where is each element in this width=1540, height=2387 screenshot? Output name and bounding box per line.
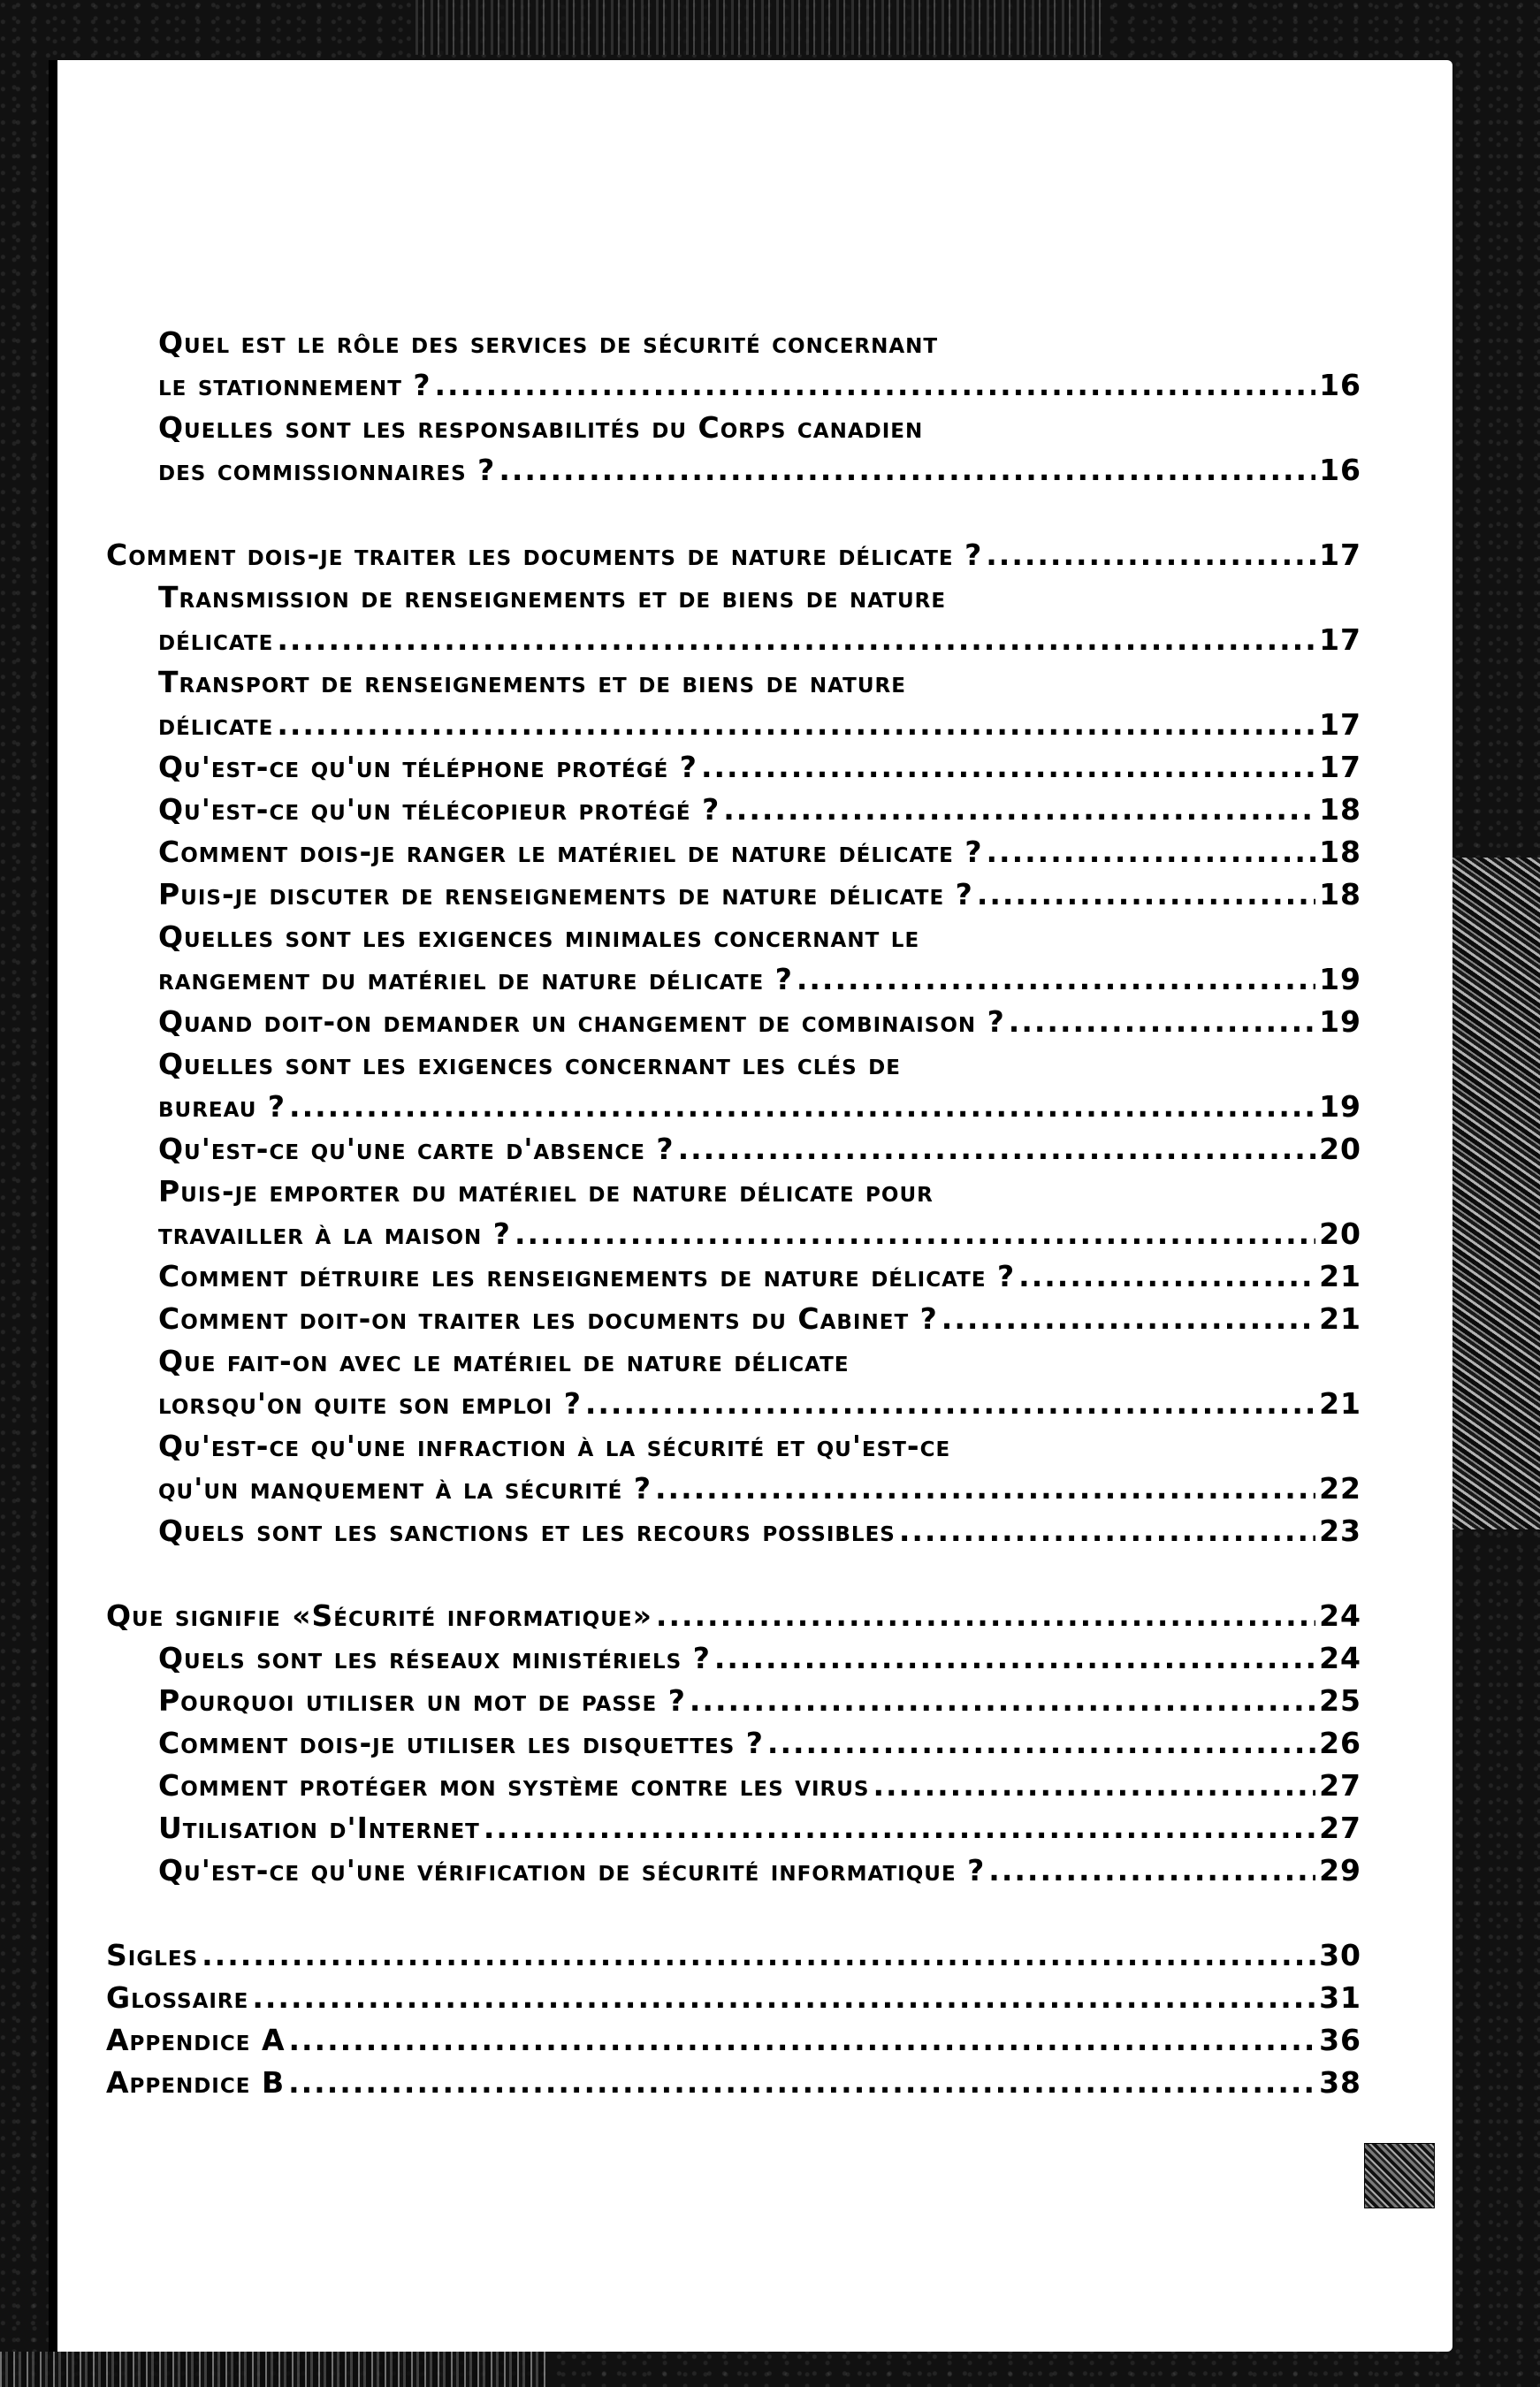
dot-leader [723,789,1315,824]
dot-leader [202,1934,1315,1970]
toc-page-number: 17 [1319,538,1361,572]
dot-leader [678,1128,1316,1163]
toc-subsection-entry[interactable] [158,449,1361,492]
toc-subsection-entry[interactable] [158,1213,1361,1255]
toc-entry-label: Qu'est-ce qu'une vérification de sécurité informatique ? [158,1853,986,1887]
toc-page-number: 16 [1319,368,1361,402]
toc-page-number: 31 [1319,1980,1361,2015]
toc-page-number: 17 [1319,707,1361,742]
dot-leader [656,1595,1315,1630]
toc-entry-label: lorsqu'on quite son emploi ? [158,1386,582,1421]
toc-entry-text-line: Transmission de renseignements et de biens de nature [158,580,947,614]
toc-entry-text-line: Puis-je emporter du matériel de nature délicate pour [158,1174,934,1209]
dot-leader [288,2019,1315,2055]
toc-entry-label: Comment doit-on traiter les documents du Cabinet ? [158,1301,938,1336]
toc-page-number: 17 [1319,622,1361,657]
toc-page-number: 20 [1319,1132,1361,1166]
toc-entry-label: Comment dois-je ranger le matériel de nature délicate ? [158,835,983,869]
toc-subsection-entry[interactable] [158,873,1361,916]
document-page [49,60,1452,2352]
dot-leader [435,364,1316,400]
dot-leader [942,1298,1315,1333]
toc-entry-text-line: Quel est le rôle des services de sécurité concernant [158,325,939,360]
toc-section-entry[interactable] [106,1934,1361,1977]
toc-entry-label: Comment protéger mon système contre les virus [158,1768,870,1803]
dot-leader [277,619,1315,654]
toc-entry-text-line: Quelles sont les exigences minimales concernant le [158,919,920,954]
dot-leader [484,1807,1315,1842]
toc-subsection-entry[interactable] [158,1298,1361,1340]
dot-leader [515,1213,1315,1248]
toc-page-number: 21 [1319,1386,1361,1421]
dot-leader [873,1765,1315,1800]
toc-subsection-entry[interactable] [158,1765,1361,1807]
toc-entry-label: Comment dois-je utiliser les disquettes ? [158,1726,764,1760]
toc-page-number: 24 [1319,1641,1361,1675]
toc-subsection-entry[interactable] [158,1255,1361,1298]
toc-entry-label: qu'un manquement à la sécurité ? [158,1471,652,1506]
toc-subsection-entry[interactable] [158,704,1361,746]
dot-leader [1009,1001,1315,1036]
dot-leader [899,1510,1315,1545]
toc-page-number: 23 [1319,1514,1361,1548]
dot-leader [986,534,1315,569]
toc-subsection-entry[interactable] [158,1722,1361,1765]
toc-page-number: 19 [1319,1089,1361,1124]
toc-subsection-entry[interactable] [158,1680,1361,1722]
toc-entry-label: délicate [158,707,274,742]
toc-subsection-entry[interactable] [158,746,1361,789]
dot-leader [767,1722,1315,1758]
toc-entry-text-line: Que fait-on avec le matériel de nature délicate [158,1344,850,1378]
toc-subsection-entry[interactable] [158,958,1361,1001]
toc-page-number: 19 [1319,962,1361,996]
toc-entry-label: Comment dois-je traiter les documents de nature délicate ? [106,538,983,572]
toc-subsection-entry[interactable] [158,364,1361,407]
dot-leader [585,1383,1315,1418]
toc-subsection-entry[interactable] [158,1807,1361,1849]
dot-leader [277,704,1315,739]
toc-subsection-entry[interactable] [158,1849,1361,1892]
toc-entry-text-line: Transport de renseignements et de biens de nature [158,665,906,699]
toc-page-number: 18 [1319,835,1361,869]
toc-entry-label: le stationnement ? [158,368,431,402]
toc-page-number: 24 [1319,1598,1361,1633]
toc-entry-label: Utilisation d'Internet [158,1811,480,1845]
toc-entry-label: Qu'est-ce qu'un téléphone protégé ? [158,750,698,784]
toc-page-number: 18 [1319,877,1361,911]
page-thumb-tab [1364,2143,1435,2208]
toc-page-number: 21 [1319,1259,1361,1293]
toc-section-entry[interactable] [106,2019,1361,2062]
toc-entry-label: Quels sont les sanctions et les recours possibles [158,1514,896,1548]
toc-subsection-entry[interactable] [158,831,1361,873]
dot-leader [252,1977,1315,2012]
toc-section-entry[interactable] [106,1595,1361,1637]
toc-section-entry[interactable] [106,2062,1361,2104]
scan-edge-right [1450,858,1540,1529]
dot-leader [499,449,1315,484]
toc-subsection-entry[interactable] [158,1128,1361,1171]
toc-entry-label: des commissionnaires ? [158,453,496,487]
toc-entry-label: Quels sont les réseaux ministériels ? [158,1641,711,1675]
toc-subsection-entry[interactable] [158,1086,1361,1128]
toc-entry-label: Puis-je discuter de renseignements de nature délicate ? [158,877,973,911]
toc-entry-label: Sigles [106,1938,199,1972]
dot-leader [655,1468,1315,1503]
toc-page-number: 25 [1319,1683,1361,1718]
toc-entry-label: Qu'est-ce qu'un télécopieur protégé ? [158,792,720,827]
toc-subsection-entry[interactable] [158,1468,1361,1510]
toc-page-number: 38 [1319,2065,1361,2100]
toc-page-number: 30 [1319,1938,1361,1972]
toc-page-number: 21 [1319,1301,1361,1336]
toc-page-number: 20 [1319,1216,1361,1251]
dot-leader [690,1680,1315,1715]
dot-leader [701,746,1315,782]
toc-entry-label: rangement du matériel de nature délicate ? [158,962,793,996]
toc-subsection-entry[interactable] [158,789,1361,831]
dot-leader [797,958,1315,994]
toc-entry-label: Appendice A [106,2023,286,2057]
toc-entry-label: Comment détruire les renseignements de nature délicate ? [158,1259,1016,1293]
dot-leader [987,831,1316,866]
toc-entry-label: Pourquoi utiliser un mot de passe ? [158,1683,686,1718]
toc-page-number: 22 [1319,1471,1361,1506]
toc-subsection-entry[interactable] [158,1637,1361,1680]
dot-leader [288,2062,1315,2097]
toc-section-entry[interactable] [106,1977,1361,2019]
toc-entry-label: Quand doit-on demander un changement de combinaison ? [158,1004,1005,1039]
toc-entry-label: Glossaire [106,1980,249,2015]
toc-entry-text-line: Qu'est-ce qu'une infraction à la sécurité et qu'est-ce [158,1429,951,1463]
toc-subsection-entry[interactable] [158,1001,1361,1043]
toc-entry-label: Qu'est-ce qu'une carte d'absence ? [158,1132,675,1166]
toc-entry-text-line: Quelles sont les exigences concernant les clés de [158,1047,901,1081]
toc-section-entry[interactable] [106,534,1361,576]
toc-entry-label: Appendice B [106,2065,286,2100]
toc-page-number: 17 [1319,750,1361,784]
toc-entry-label: délicate [158,622,274,657]
toc-entry-label: bureau ? [158,1089,286,1124]
toc-page-number: 27 [1319,1768,1361,1803]
toc-entry-label: Que signifie «Sécurité informatique» [106,1598,652,1633]
toc-page-number: 18 [1319,792,1361,827]
toc-subsection-entry[interactable] [158,619,1361,661]
scan-edge-bottom [0,2352,548,2387]
dot-leader [289,1086,1315,1121]
toc-page-number: 16 [1319,453,1361,487]
toc-page-number: 19 [1319,1004,1361,1039]
dot-leader [714,1637,1315,1673]
toc-subsection-entry[interactable] [158,1510,1361,1552]
dot-leader [1018,1255,1315,1291]
toc-page-number: 29 [1319,1853,1361,1887]
toc-subsection-entry[interactable] [158,1383,1361,1425]
scan-edge-top [415,0,1105,55]
dot-leader [988,1849,1315,1885]
toc-page-number: 27 [1319,1811,1361,1845]
toc-entry-text-line: Quelles sont les responsabilités du Corps canadien [158,410,924,445]
toc-page-number: 26 [1319,1726,1361,1760]
dot-leader [977,873,1315,909]
toc-page-number: 36 [1319,2023,1361,2057]
toc-entry-label: travailler à la maison ? [158,1216,511,1251]
